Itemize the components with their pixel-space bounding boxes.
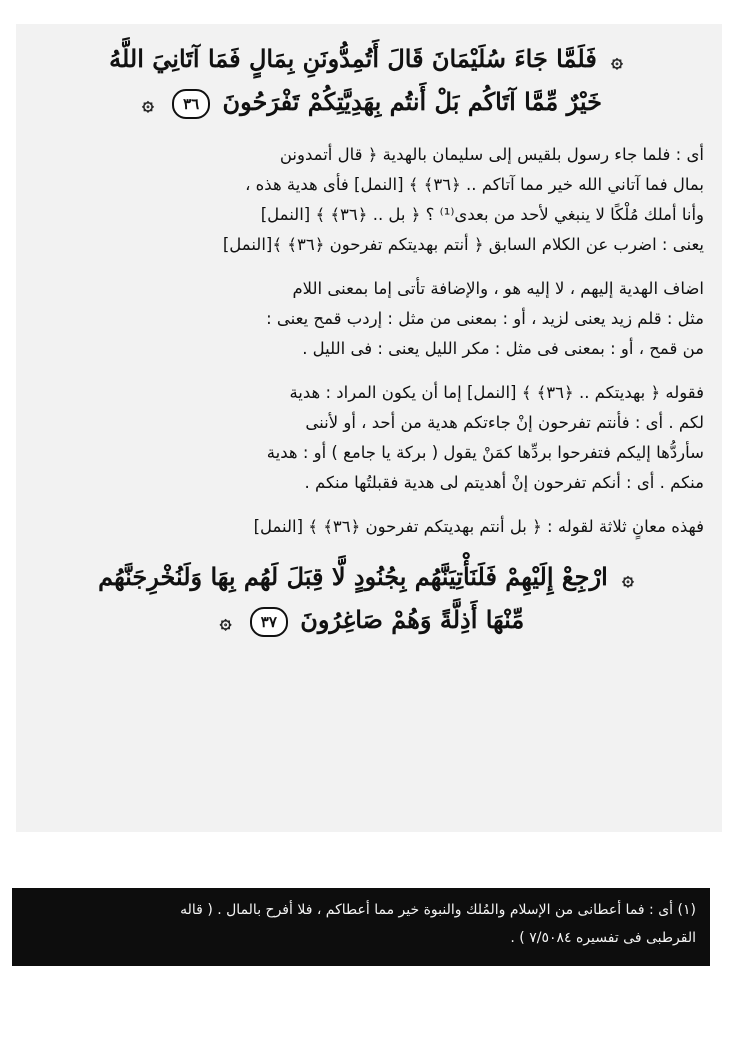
verse-text: مِّنْهَا أَذِلَّةً وَهُمْ صَاغِرُونَ [300, 605, 525, 634]
verse-ornament-icon: ۞ [622, 566, 634, 590]
verse-line [34, 38, 704, 81]
text-line: لكم . أى : فأنتم تفرحون إنْ جاءتكم هدية من أحد ، أو لأننى [305, 413, 704, 432]
commentary-paragraph-3 [34, 378, 704, 498]
text-line: اضاف الهدية إليهم ، لا إليه هو ، والإضافة تأتى إما بمعنى اللام [292, 279, 704, 298]
footnote-line: (١) أى : فما أعطانى من الإسلام والمُلك والنبوة خير مما أعطاكم ، فلا أفرح بالمال . ( قاله [180, 902, 696, 918]
text-line: سأردُّها إليكم فتفرحوا بردِّها كمَنْ يقول ( بركة يا جامع ) أو : هدية [266, 443, 704, 462]
commentary-paragraph-1 [34, 140, 704, 260]
ayah-number-badge: ٣٦ [172, 89, 210, 119]
verse-text: خَيْرٌ مِّمَّا آتَاكُم بَلْ أَنتُم بِهَدِيَّتِكُمْ تَفْرَحُونَ [222, 87, 602, 116]
text-line: وأنا أملك مُلْكًا لا ينبغي لأحد من بعدى⁽¹⁾ ؟ ﴿ بل .. ﴿٣٦﴾ ﴾ [النمل] [260, 205, 704, 224]
text-line: فقوله ﴿ بهديتكم .. ﴿٣٦﴾ ﴾ [النمل] إما أن يكون المراد : هدية [289, 383, 704, 402]
verse-line [34, 556, 704, 599]
text-line: يعنى : اضرب عن الكلام السابق ﴿ أنتم بهديتكم تفرحون ﴿٣٦﴾ ﴾[النمل] [222, 235, 704, 254]
text-line: من قمح ، أو : بمعنى فى مثل : مكر الليل يعنى : فى الليل . [302, 339, 704, 358]
commentary-paragraph-2 [34, 274, 704, 364]
text-line: فهذه معانٍ ثلاثة لقوله : ﴿ بل أنتم بهديتكم تفرحون ﴿٣٦﴾ ﴾ [النمل] [253, 517, 704, 536]
verse-line [34, 599, 704, 642]
text-line: بمال فما آتاني الله خير مما آتاكم .. ﴿٣٦﴾ ﴾ [النمل] فأى هدية هذه ، [245, 175, 704, 194]
commentary-paragraph-4 [34, 512, 704, 542]
text-line: مثل : قلم زيد يعنى لزيد ، أو : بمعنى من مثل : إردب قمح يعنى : [266, 309, 704, 328]
verse-ornament-icon: ۞ [142, 91, 154, 115]
page-content [16, 24, 722, 832]
footnote [12, 888, 710, 966]
quran-verse-36 [34, 38, 704, 124]
verse-text: ارْجِعْ إِلَيْهِمْ فَلَنَأْتِيَنَّهُم بِجُنُودٍ لَّا قِبَلَ لَهُم بِهَا وَلَنُخْرِجَنَّهُم [98, 562, 608, 591]
quran-verse-37 [34, 556, 704, 642]
verse-text: فَلَمَّا جَاءَ سُلَيْمَانَ قَالَ أَتُمِدُّونَنِ بِمَالٍ فَمَا آتَانِيَ اللَّهُ [109, 44, 597, 73]
verse-ornament-icon: ۞ [611, 48, 623, 72]
text-line: أى : فلما جاء رسول بلقيس إلى سليمان بالهدية ﴿ قال أتمدونن [279, 145, 704, 164]
text-line: منكم . أى : أنكم تفرحون إنْ أهديتم لى هدية فقبلتُها منكم . [304, 473, 704, 492]
verse-ornament-icon: ۞ [219, 609, 232, 633]
verse-line [34, 81, 704, 124]
footnote-line: القرطبى فى تفسيره ٧/٥٠٨٤ ) . [510, 930, 696, 946]
ayah-number-badge: ٣٧ [250, 607, 288, 637]
